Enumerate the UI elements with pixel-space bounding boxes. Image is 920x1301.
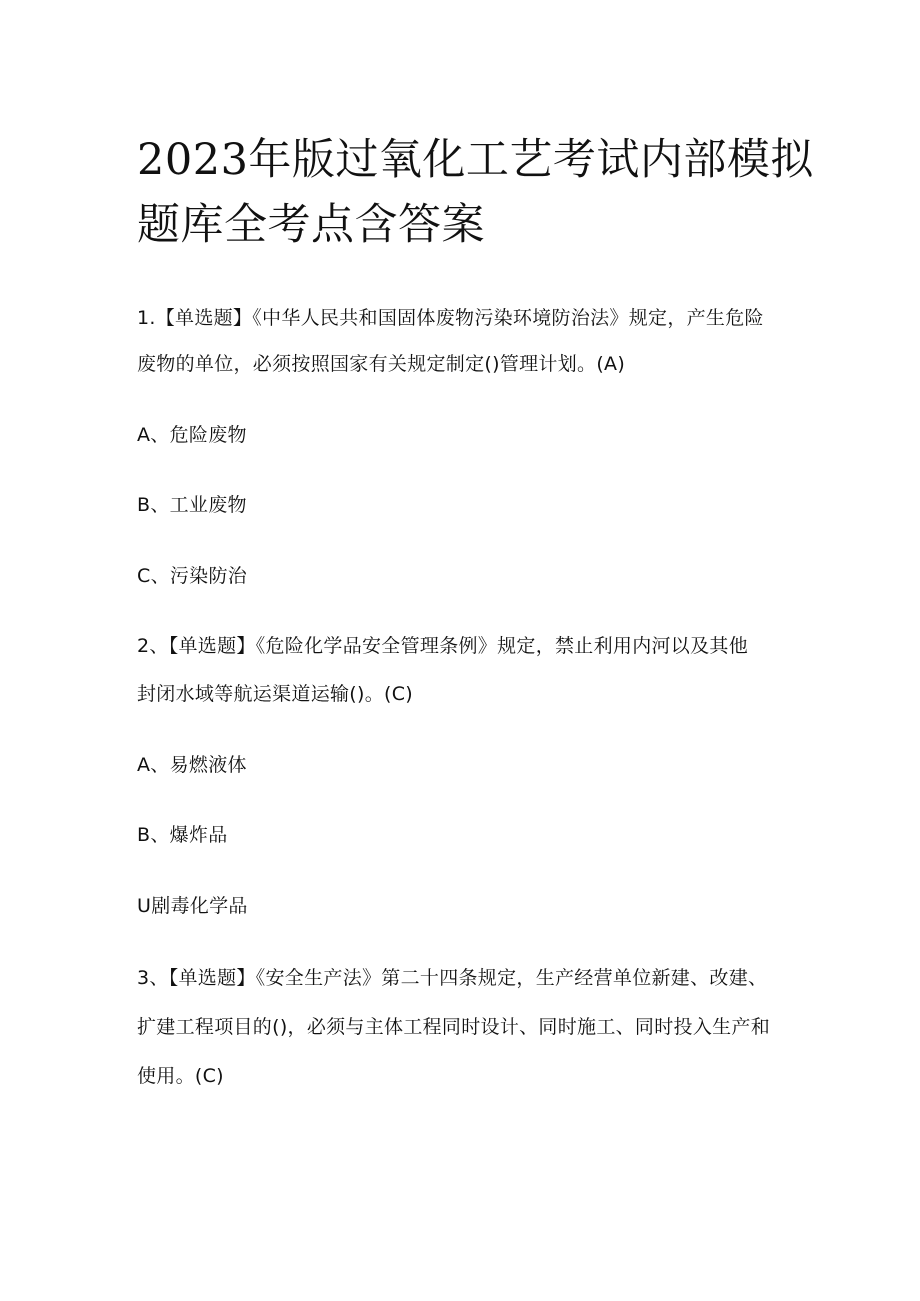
title-line-1: 2023年版过氧化工艺考试内部模拟 [137,135,814,185]
question-1-option-c: C、污染防治 [137,565,248,587]
question-2-text-line-1: 2、【单选题】《危险化学品安全管理条例》规定，禁止利用内河以及其他 [137,635,748,657]
page-title [137,128,814,258]
question-2-option-a: A、易燃液体 [137,754,247,776]
question-3-text-line-1: 3、【单选题】《安全生产法》第二十四条规定，生产经营单位新建、改建、 [137,967,768,989]
question-1-text-line-2: 废物的单位，必须按照国家有关规定制定()管理计划。(A) [137,353,626,375]
question-1-option-b: B、工业废物 [137,494,247,516]
question-1-option-a: A、危险废物 [137,424,247,446]
question-2-option-c: U剧毒化学品 [137,895,248,917]
question-2-option-b: B、爆炸品 [137,824,228,846]
question-3-text-line-2: 扩建工程项目的()，必须与主体工程同时设计、同时施工、同时投入生产和 [137,1016,771,1038]
question-2-text-line-2: 封闭水域等航运渠道运输()。(C) [137,683,414,705]
question-1-text-line-1: 1.【单选题】《中华人民共和国固体废物污染环境防治法》规定，产生危险 [137,307,764,329]
title-line-2: 题库全考点含答案 [137,200,485,250]
question-3-text-line-3: 使用。(C) [137,1065,224,1087]
